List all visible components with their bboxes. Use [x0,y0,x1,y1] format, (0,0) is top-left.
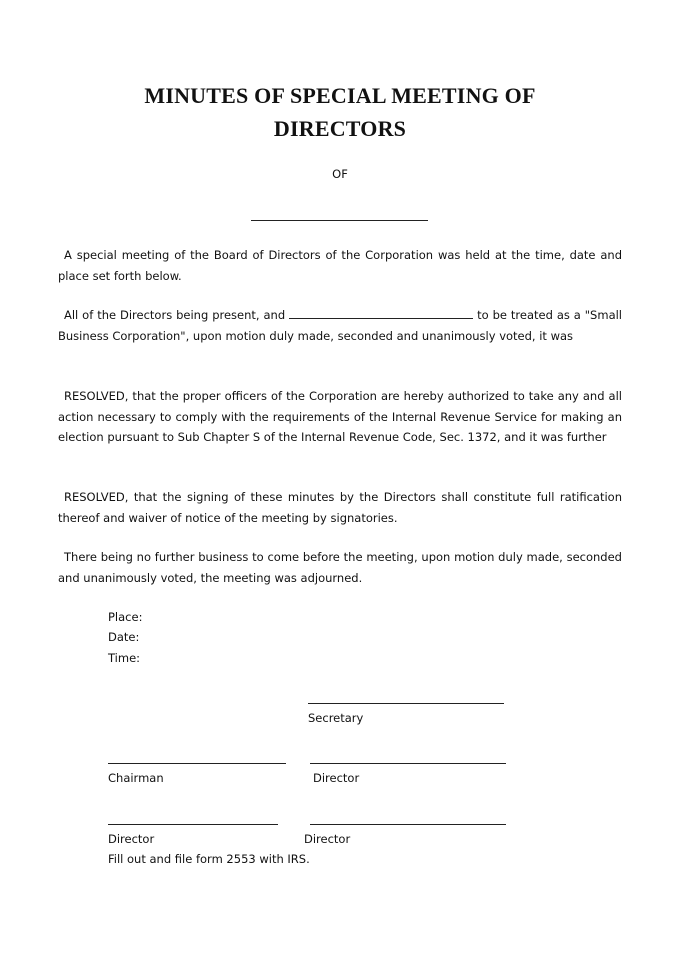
place-field: Place: [108,610,143,624]
paragraph-text: RESOLVED, that the signing of these minutes by the Directors shall constitute full ratification thereof and waiver of notice of the meeting by signatories. [58,490,622,525]
date-field: Date: [108,630,140,644]
director-2-label: Director [108,832,155,846]
chairman-label: Chairman [108,771,164,785]
director-2-signature-line[interactable] [108,824,278,825]
paragraph-text-cont: to be treated as a "Small Business Corporation", upon motion duly made, seconded and unanimously voted, it was [58,308,623,343]
director-3-label: Director [304,832,351,846]
title-line-2: DIRECTORS [273,116,407,141]
time-field: Time: [108,651,141,665]
document-title [0,79,680,145]
paragraph-text: A special meeting of the Board of Directors of the Corporation was held at the time, date and place set forth below. [58,248,622,283]
paragraph-meeting-held [58,245,622,286]
paragraph-directors-present [58,305,622,346]
director-1-signature-line[interactable] [310,763,506,764]
footer-note: Fill out and file form 2553 with IRS. [108,852,310,866]
paragraph-adjourned [58,547,622,588]
paragraph-text: All of the Directors being present, and [64,308,286,322]
name-blank[interactable] [289,308,473,319]
title-line-1: MINUTES OF SPECIAL MEETING OF [144,83,536,108]
of-text: OF [332,167,348,181]
director-3-signature-line[interactable] [310,824,506,825]
chairman-signature-line[interactable] [108,763,286,764]
paragraph-resolved-2 [58,487,622,528]
paragraph-text: RESOLVED, that the proper officers of the Corporation are hereby authorized to take any and all action necessary to comply with the requirements of the Internal Revenue Service for making an election pursuant to Sub Chapter S of the Internal Revenue Code, Sec. 1372, and it was further [58,389,622,444]
corporation-name-blank[interactable] [251,220,428,221]
paragraph-text: There being no further business to come before the meeting, upon motion duly made, seconded and unanimously voted, the meeting was adjourned. [58,550,622,585]
paragraph-resolved-1 [58,386,622,448]
secretary-label: Secretary [308,711,364,725]
secretary-signature-line[interactable] [308,703,504,704]
director-1-label: Director [313,771,360,785]
